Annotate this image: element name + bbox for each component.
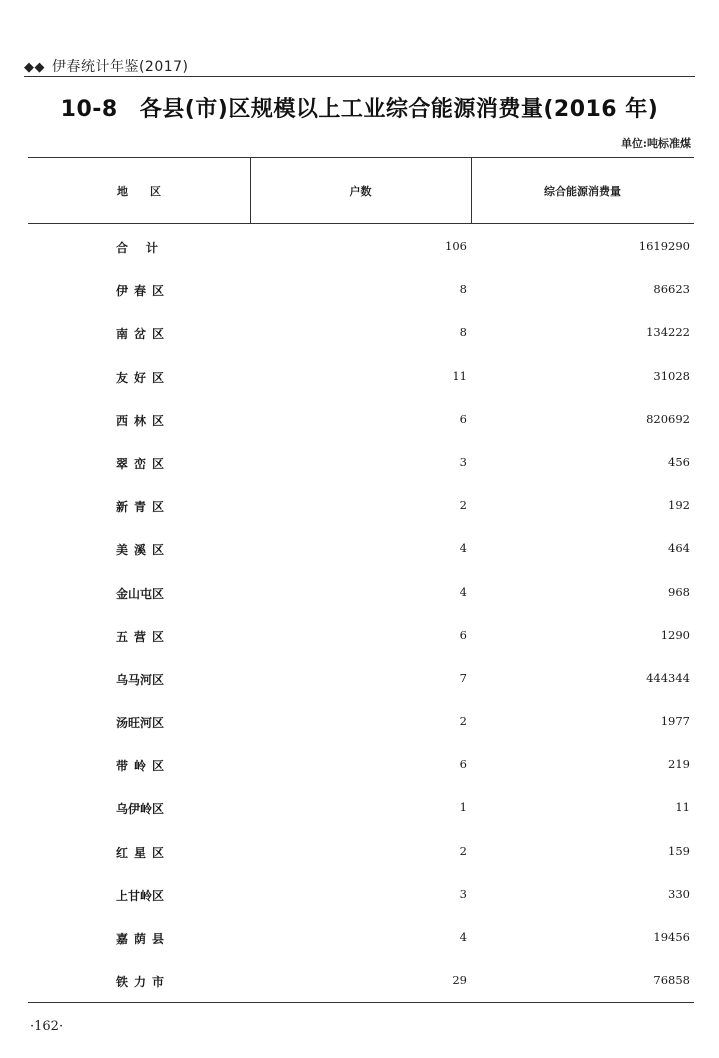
region-name: 铁力市 [116,975,171,990]
table-row [28,873,694,916]
energy-consumption: 134222 [646,325,690,340]
energy-consumption: 11 [675,800,690,815]
enterprise-count: 7 [459,670,467,685]
table-title [0,92,719,123]
energy-consumption: 192 [668,498,690,513]
region-name: 带岭区 [116,759,171,774]
energy-consumption: 159 [668,843,690,858]
enterprise-count: 3 [459,454,467,469]
enterprise-count: 4 [459,541,467,556]
energy-consumption: 1619290 [638,239,690,253]
region-name: 五营区 [116,629,171,644]
column-header-region: 地区 [117,185,183,198]
enterprise-count: 6 [459,627,467,642]
header-bottom-rule [28,223,694,224]
energy-consumption: 19456 [653,930,690,944]
table-row [28,484,694,527]
table-row [28,571,694,614]
table-row [28,441,694,484]
enterprise-count: 2 [459,498,467,513]
region-name: 友好区 [116,370,171,385]
table-bottom-rule [28,1002,694,1003]
enterprise-count: 11 [452,368,467,383]
region-name: 上甘岭区 [116,888,165,903]
energy-consumption: 464 [668,541,690,556]
region-name: 红星区 [116,845,171,860]
page-number: ·162· [30,1019,64,1034]
region-name: 嘉荫县 [116,932,171,946]
running-head [24,56,189,76]
table-row [28,355,694,398]
enterprise-count: 6 [459,411,467,426]
enterprise-count: 3 [459,886,467,901]
region-name: 乌马河区 [116,672,165,687]
table-row [28,959,694,1002]
energy-consumption: 968 [668,584,690,599]
column-header-energy: 综合能源消费量 [544,185,621,198]
enterprise-count: 29 [452,973,467,988]
region-name: 南岔区 [116,327,171,342]
table-body [28,225,694,1002]
energy-consumption: 820692 [646,411,690,426]
table-row [28,614,694,657]
enterprise-count: 2 [459,843,467,858]
table-row [28,311,694,354]
table-row [28,268,694,311]
enterprise-count: 4 [459,930,467,944]
energy-consumption: 1290 [660,627,690,642]
enterprise-count: 1 [459,800,467,815]
region-name: 乌伊岭区 [116,802,165,817]
energy-consumption: 31028 [653,368,690,383]
region-name: 美溪区 [116,543,171,558]
region-name: 合计 [116,241,177,255]
energy-consumption: 219 [668,757,690,772]
table-title-text: 各县(市)区规模以上工业综合能源消费量(2016 年) [139,97,659,122]
energy-consumption: 444344 [646,670,690,685]
unit-label: 单位:吨标准煤 [620,137,691,150]
enterprise-count: 8 [459,282,467,297]
region-name: 新青区 [116,500,171,515]
column-header-count: 户数 [349,185,372,198]
header-divider [24,76,695,77]
table-row [28,916,694,959]
enterprise-count: 8 [459,325,467,340]
energy-consumption: 1977 [660,714,690,729]
yearbook-title: 伊春统计年鉴(2017) [51,59,189,75]
energy-consumption: 76858 [653,973,690,988]
table-row [28,527,694,570]
enterprise-count: 2 [459,714,467,729]
energy-consumption: 86623 [653,282,690,297]
diamond-icons: ◆◆ [24,60,45,75]
region-name: 伊春区 [116,284,171,299]
table-row [28,830,694,873]
table-row [28,398,694,441]
region-name: 西林区 [116,413,171,428]
table-row [28,786,694,829]
enterprise-count: 6 [459,757,467,772]
table-row [28,700,694,743]
table-row [28,743,694,786]
table-row [28,225,694,268]
energy-consumption: 456 [668,454,690,469]
region-name: 金山屯区 [116,586,165,601]
enterprise-count: 4 [459,584,467,599]
region-name: 翠峦区 [116,456,171,471]
energy-consumption: 330 [668,886,690,901]
region-name: 汤旺河区 [116,716,165,731]
table-top-rule [28,157,694,158]
table-row [28,657,694,700]
enterprise-count: 106 [445,239,467,253]
table-number: 10-8 [60,97,118,122]
